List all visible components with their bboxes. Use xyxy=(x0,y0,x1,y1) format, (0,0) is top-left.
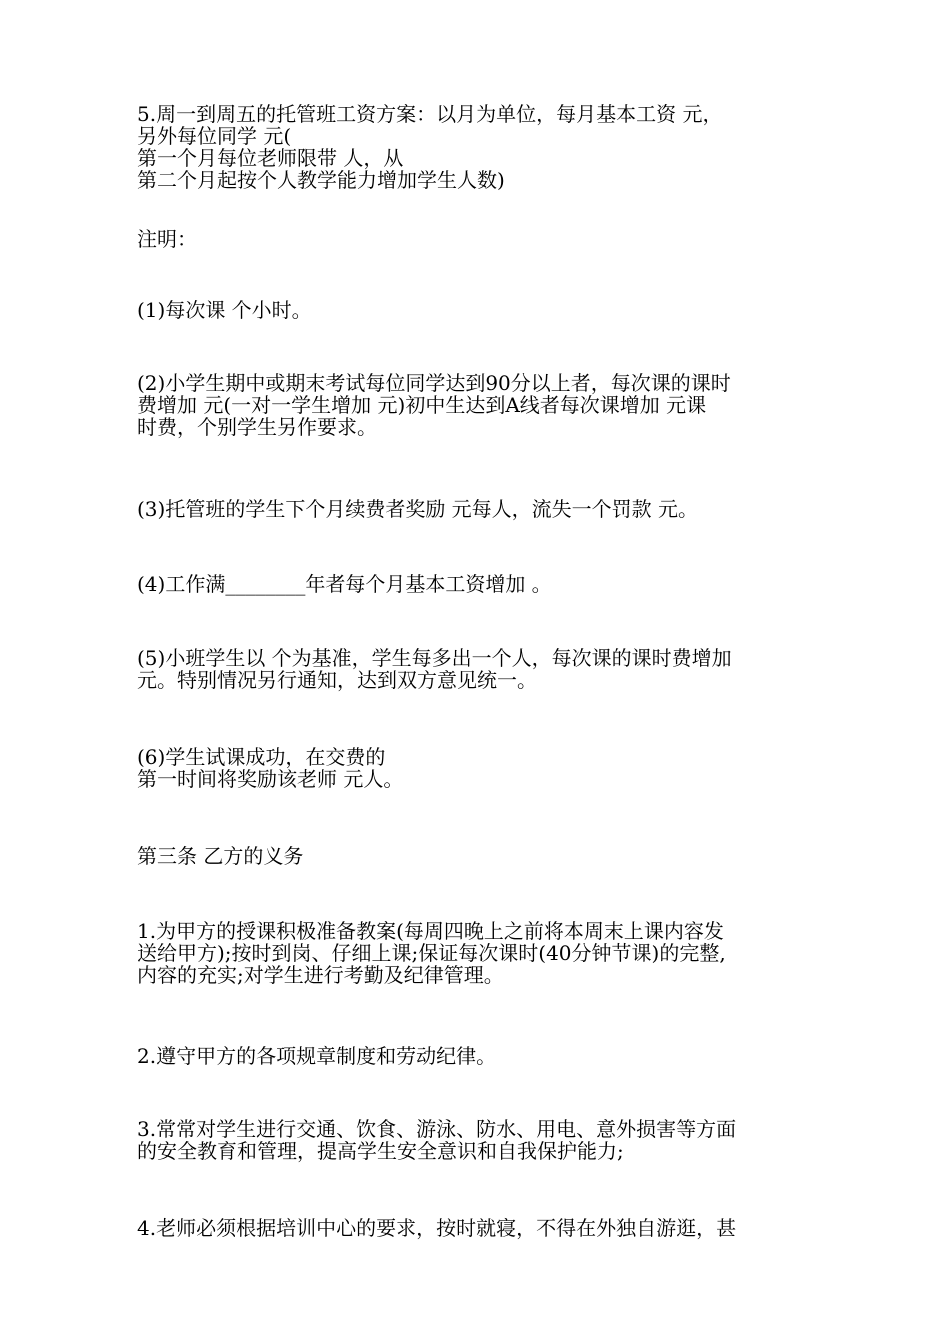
duty-item-4 xyxy=(137,1217,827,1239)
text-line: (1)每次课 个小时。 xyxy=(137,298,312,322)
article-3-heading xyxy=(137,845,827,867)
text-line: 送给甲方);按时到岗、仔细上课;保证每次课时(40分钟节课)的完整, xyxy=(137,941,726,965)
note-item-2 xyxy=(137,372,827,438)
text-line: (2)小学生期中或期末考试每位同学达到90分以上者，每次课的课时 xyxy=(137,371,731,395)
note-item-6 xyxy=(137,746,827,790)
text-line: 第二个月起按个人教学能力增加学生人数) xyxy=(137,168,505,192)
text-line: 第一个月每位老师限带 人，从 xyxy=(137,146,404,170)
duty-item-2 xyxy=(137,1045,827,1067)
duty-item-3 xyxy=(137,1118,827,1162)
text-line: 注明： xyxy=(137,227,197,251)
text-line: 第一时间将奖励该老师 元人。 xyxy=(137,767,404,791)
text-line: 内容的充实;对学生进行考勤及纪律管理。 xyxy=(137,963,504,987)
text-line: 第三条 乙方的义务 xyxy=(137,844,304,868)
text-line: (6)学生试课成功，在交费的 xyxy=(137,745,386,769)
text-line: 的安全教育和管理，提高学生安全意识和自我保护能力; xyxy=(137,1139,624,1163)
text-line: 1.为甲方的授课积极准备教案(每周四晚上之前将本周末上课内容发 xyxy=(137,919,724,943)
text-line: (3)托管班的学生下个月续费者奖励 元每人，流失一个罚款 元。 xyxy=(137,497,699,521)
text-line: 时费，个别学生另作要求。 xyxy=(137,415,377,439)
duty-item-1 xyxy=(137,920,827,986)
text-line: 另外每位同学 元( xyxy=(137,124,292,148)
note-item-5 xyxy=(137,647,827,691)
note-item-1 xyxy=(137,299,827,321)
note-item-4 xyxy=(137,573,827,595)
text-line: 4.老师必须根据培训中心的要求，按时就寝，不得在外独自游逛，甚 xyxy=(137,1216,737,1240)
text-line: 3.常常对学生进行交通、饮食、游泳、防水、用电、意外损害等方面 xyxy=(137,1117,737,1141)
text-line: 5.周一到周五的托管班工资方案：以月为单位，每月基本工资 元， xyxy=(137,102,723,126)
note-item-3 xyxy=(137,498,827,520)
text-line: (4)工作满________年者每个月基本工资增加 。 xyxy=(137,572,552,596)
text-line: (5)小班学生以 个为基准，学生每多出一个人，每次课的课时费增加 xyxy=(137,646,732,670)
text-line: 元。特别情况另行通知，达到双方意见统一。 xyxy=(137,668,537,692)
note-heading xyxy=(137,228,827,250)
text-line: 费增加 元(一对一学生增加 元)初中生达到A线者每次课增加 元课 xyxy=(137,393,707,417)
paragraph-salary-plan xyxy=(137,103,827,191)
text-line: 2.遵守甲方的各项规章制度和劳动纪律。 xyxy=(137,1044,497,1068)
